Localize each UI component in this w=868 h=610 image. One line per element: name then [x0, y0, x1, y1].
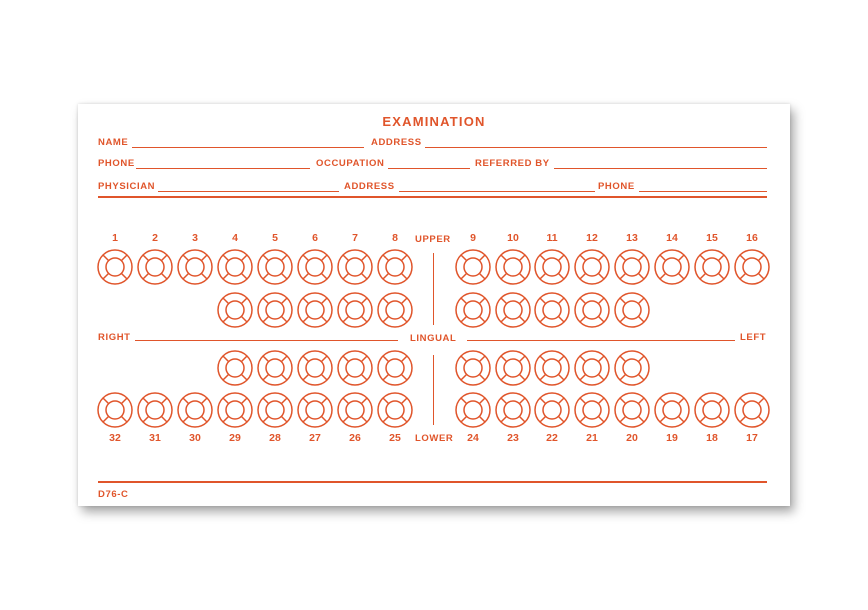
right-label: RIGHT [98, 332, 131, 343]
tooth-number-1: 1 [112, 232, 118, 244]
card-title: EXAMINATION [382, 114, 486, 129]
tooth-number-24: 24 [467, 432, 479, 444]
tooth-14-buccal[interactable] [653, 248, 691, 286]
tooth-number-32: 32 [109, 432, 121, 444]
tooth-number-19: 19 [666, 432, 678, 444]
footer-divider [98, 481, 767, 483]
tooth-17-buccal[interactable] [733, 391, 771, 429]
tooth-25-buccal[interactable] [376, 391, 414, 429]
tooth-2-buccal[interactable] [136, 248, 174, 286]
tooth-23-buccal[interactable] [494, 391, 532, 429]
tooth-number-3: 3 [192, 232, 198, 244]
left-label: LEFT [740, 332, 767, 343]
tooth-number-13: 13 [626, 232, 638, 244]
examination-card [78, 104, 790, 506]
physician-label: PHYSICIAN [98, 181, 156, 192]
tooth-number-20: 20 [626, 432, 638, 444]
tooth-number-21: 21 [586, 432, 598, 444]
tooth-9-lingual[interactable] [454, 291, 492, 329]
lingual-label: LINGUAL [410, 333, 457, 344]
tooth-10-buccal[interactable] [494, 248, 532, 286]
tooth-18-buccal[interactable] [693, 391, 731, 429]
tooth-11-buccal[interactable] [533, 248, 571, 286]
tooth-number-12: 12 [586, 232, 598, 244]
right-midline [135, 340, 398, 341]
tooth-32-buccal[interactable] [96, 391, 134, 429]
address-field-2[interactable] [399, 191, 595, 192]
tooth-number-28: 28 [269, 432, 281, 444]
tooth-number-10: 10 [507, 232, 519, 244]
upper-label: UPPER [415, 234, 451, 245]
tooth-number-29: 29 [229, 432, 241, 444]
address-label-2: ADDRESS [344, 181, 395, 192]
tooth-28-lingual[interactable] [256, 349, 294, 387]
tooth-30-buccal[interactable] [176, 391, 214, 429]
form-code: D76-C [98, 489, 129, 500]
tooth-13-buccal[interactable] [613, 248, 651, 286]
tooth-5-buccal[interactable] [256, 248, 294, 286]
name-label: NAME [98, 137, 129, 148]
tooth-10-lingual[interactable] [494, 291, 532, 329]
tooth-number-15: 15 [706, 232, 718, 244]
tooth-21-buccal[interactable] [573, 391, 611, 429]
tooth-19-buccal[interactable] [653, 391, 691, 429]
header-divider [98, 196, 767, 198]
phone-label-2: PHONE [598, 181, 635, 192]
tooth-12-buccal[interactable] [573, 248, 611, 286]
address-field[interactable] [425, 147, 767, 148]
tooth-number-7: 7 [352, 232, 358, 244]
referred-by-label: REFERRED BY [475, 158, 550, 169]
tooth-number-11: 11 [546, 232, 558, 244]
tooth-number-17: 17 [746, 432, 758, 444]
tooth-29-lingual[interactable] [216, 349, 254, 387]
occupation-label: OCCUPATION [316, 158, 385, 169]
tooth-27-lingual[interactable] [296, 349, 334, 387]
tooth-31-buccal[interactable] [136, 391, 174, 429]
occupation-field[interactable] [388, 168, 470, 169]
tooth-26-buccal[interactable] [336, 391, 374, 429]
tooth-6-lingual[interactable] [296, 291, 334, 329]
tooth-8-lingual[interactable] [376, 291, 414, 329]
tooth-3-buccal[interactable] [176, 248, 214, 286]
physician-field[interactable] [158, 191, 339, 192]
tooth-13-lingual[interactable] [613, 291, 651, 329]
tooth-number-4: 4 [232, 232, 238, 244]
referred-by-field[interactable] [554, 168, 767, 169]
tooth-15-buccal[interactable] [693, 248, 731, 286]
tooth-6-buccal[interactable] [296, 248, 334, 286]
tooth-29-buccal[interactable] [216, 391, 254, 429]
tooth-4-lingual[interactable] [216, 291, 254, 329]
tooth-number-26: 26 [349, 432, 361, 444]
tooth-7-buccal[interactable] [336, 248, 374, 286]
tooth-number-8: 8 [392, 232, 398, 244]
tooth-26-lingual[interactable] [336, 349, 374, 387]
lower-label: LOWER [415, 433, 454, 444]
tooth-27-buccal[interactable] [296, 391, 334, 429]
tooth-8-buccal[interactable] [376, 248, 414, 286]
tooth-number-5: 5 [272, 232, 278, 244]
tooth-number-31: 31 [149, 432, 161, 444]
tooth-number-16: 16 [746, 232, 758, 244]
tooth-number-27: 27 [309, 432, 321, 444]
tooth-25-lingual[interactable] [376, 349, 414, 387]
tooth-12-lingual[interactable] [573, 291, 611, 329]
tooth-24-lingual[interactable] [454, 349, 492, 387]
tooth-number-25: 25 [389, 432, 401, 444]
tooth-number-6: 6 [312, 232, 318, 244]
tooth-5-lingual[interactable] [256, 291, 294, 329]
tooth-11-lingual[interactable] [533, 291, 571, 329]
tooth-number-30: 30 [189, 432, 201, 444]
address-label: ADDRESS [371, 137, 422, 148]
tooth-28-buccal[interactable] [256, 391, 294, 429]
tooth-4-buccal[interactable] [216, 248, 254, 286]
tooth-number-9: 9 [470, 232, 476, 244]
tooth-16-buccal[interactable] [733, 248, 771, 286]
tooth-1-buccal[interactable] [96, 248, 134, 286]
tooth-21-lingual[interactable] [573, 349, 611, 387]
tooth-24-buccal[interactable] [454, 391, 492, 429]
left-midline [467, 340, 735, 341]
tooth-number-18: 18 [706, 432, 718, 444]
tooth-20-lingual[interactable] [613, 349, 651, 387]
upper-center-divider [433, 253, 434, 325]
tooth-number-23: 23 [507, 432, 519, 444]
phone-field[interactable] [136, 168, 310, 169]
tooth-23-lingual[interactable] [494, 349, 532, 387]
tooth-9-buccal[interactable] [454, 248, 492, 286]
phone-label: PHONE [98, 158, 135, 169]
phone-field-2[interactable] [639, 191, 767, 192]
lower-center-divider [433, 355, 434, 425]
tooth-20-buccal[interactable] [613, 391, 651, 429]
tooth-22-lingual[interactable] [533, 349, 571, 387]
tooth-number-14: 14 [666, 232, 678, 244]
tooth-22-buccal[interactable] [533, 391, 571, 429]
tooth-7-lingual[interactable] [336, 291, 374, 329]
tooth-number-22: 22 [546, 432, 558, 444]
tooth-number-2: 2 [152, 232, 158, 244]
name-field[interactable] [132, 147, 364, 148]
